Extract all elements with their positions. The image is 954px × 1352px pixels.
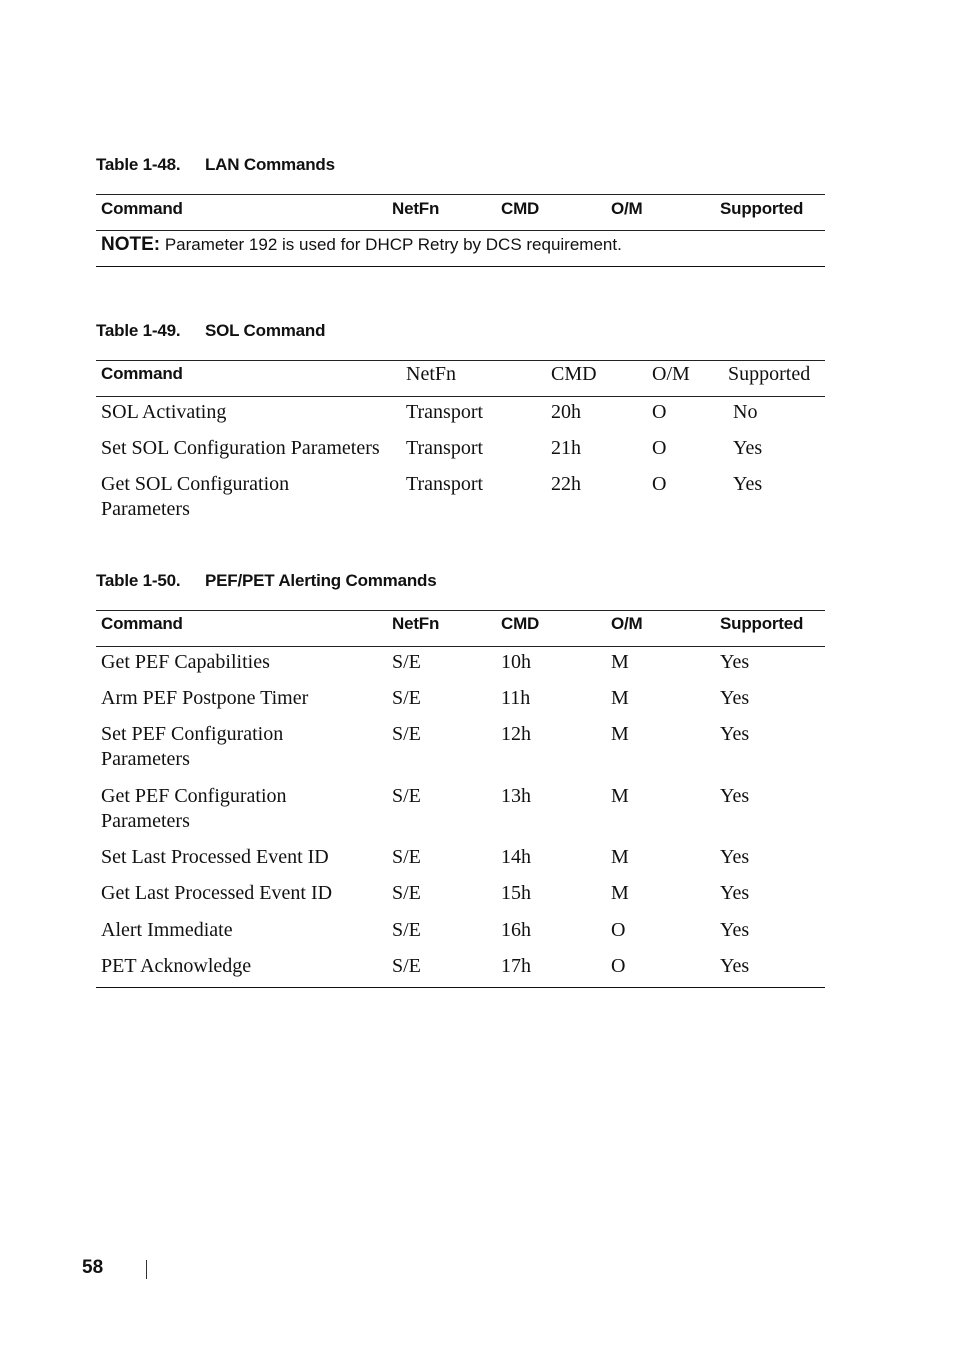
- pef-row-5-command: Set Last Processed Event ID: [101, 846, 329, 868]
- header-supported: Supported: [720, 614, 804, 633]
- pef-row-2-command: Arm PEF Postpone Timer: [101, 687, 309, 709]
- header-supported: Supported: [720, 199, 804, 218]
- table-number: Table 1-50.: [96, 571, 181, 590]
- note-label: NOTE:: [101, 234, 161, 255]
- pef-row-2-om: M: [611, 687, 629, 709]
- pef-row-5-om: M: [611, 846, 629, 868]
- pef-row-4-netfn: S/E: [392, 785, 421, 807]
- sol-row-3-command-cont: Parameters: [101, 498, 190, 520]
- sol-row-1-command: SOL Activating: [101, 401, 227, 423]
- sol-row-3-supported: Yes: [733, 473, 763, 495]
- sol-row-3-command: Get SOL Configuration: [101, 473, 290, 495]
- sol-row-2-om: O: [652, 437, 667, 459]
- header-command: Command: [101, 614, 183, 633]
- header-netfn: NetFn: [392, 614, 440, 633]
- pef-row-3-command: Set PEF Configuration: [101, 723, 284, 745]
- pef-row-7-netfn: S/E: [392, 919, 421, 941]
- pef-row-6-supported: Yes: [720, 882, 750, 904]
- pef-row-8-cmd: 17h: [501, 955, 531, 977]
- pef-row-7-command: Alert Immediate: [101, 919, 233, 941]
- sol-row-3-om: O: [652, 473, 667, 495]
- sol-row-1-netfn: Transport: [406, 401, 484, 423]
- table-number: Table 1-48.: [96, 155, 181, 174]
- table-1-48-caption: [96, 155, 335, 175]
- table-bottom-rule: [96, 987, 825, 988]
- pef-row-4-supported: Yes: [720, 785, 750, 807]
- pef-row-2-supported: Yes: [720, 687, 750, 709]
- pef-row-1-om: M: [611, 651, 629, 673]
- pef-row-4-command: Get PEF Configuration: [101, 785, 287, 807]
- sol-row-1-om: O: [652, 401, 667, 423]
- header-netfn: NetFn: [392, 199, 440, 218]
- header-supported: Supported: [728, 363, 811, 385]
- pef-row-1-netfn: S/E: [392, 651, 421, 673]
- pef-row-4-cmd: 13h: [501, 785, 531, 807]
- header-cmd: CMD: [551, 363, 597, 385]
- header-om: O/M: [611, 614, 643, 633]
- pef-row-8-supported: Yes: [720, 955, 750, 977]
- pef-row-6-netfn: S/E: [392, 882, 421, 904]
- pef-row-7-supported: Yes: [720, 919, 750, 941]
- header-cmd: CMD: [501, 199, 540, 218]
- header-rule: [96, 646, 825, 647]
- header-rule: [96, 396, 825, 397]
- table-1-50-caption: [96, 571, 436, 591]
- sol-row-3-cmd: 22h: [551, 473, 581, 495]
- pef-row-5-netfn: S/E: [392, 846, 421, 868]
- table-title: PEF/PET Alerting Commands: [205, 571, 437, 590]
- table-top-rule: [96, 610, 825, 611]
- pef-row-4-command-cont: Parameters: [101, 810, 190, 832]
- page-number: 58: [82, 1257, 104, 1278]
- pef-row-2-netfn: S/E: [392, 687, 421, 709]
- pef-row-7-cmd: 16h: [501, 919, 531, 941]
- pef-row-3-command-cont: Parameters: [101, 748, 190, 770]
- table-top-rule: [96, 360, 825, 361]
- sol-row-1-cmd: 20h: [551, 401, 581, 423]
- pef-row-1-supported: Yes: [720, 651, 750, 673]
- sol-row-2-command: Set SOL Configuration Parameters: [101, 437, 380, 459]
- header-om: O/M: [652, 363, 690, 385]
- pef-row-3-supported: Yes: [720, 723, 750, 745]
- pef-row-3-cmd: 12h: [501, 723, 531, 745]
- sol-row-2-cmd: 21h: [551, 437, 581, 459]
- table-bottom-rule: [96, 266, 825, 267]
- header-om: O/M: [611, 199, 643, 218]
- header-rule: [96, 230, 825, 231]
- header-netfn: NetFn: [406, 363, 456, 385]
- header-command: Command: [101, 364, 183, 383]
- pef-row-6-cmd: 15h: [501, 882, 531, 904]
- pef-row-7-om: O: [611, 919, 626, 941]
- pef-row-1-cmd: 10h: [501, 651, 531, 673]
- sol-row-2-netfn: Transport: [406, 437, 484, 459]
- table-title: LAN Commands: [205, 155, 335, 174]
- table-top-rule: [96, 194, 825, 195]
- table-number: Table 1-49.: [96, 321, 181, 340]
- pef-row-6-command: Get Last Processed Event ID: [101, 882, 333, 904]
- pef-row-8-netfn: S/E: [392, 955, 421, 977]
- footer-divider: [146, 1260, 147, 1279]
- pef-row-1-command: Get PEF Capabilities: [101, 651, 270, 673]
- pef-row-3-om: M: [611, 723, 629, 745]
- header-command: Command: [101, 199, 183, 218]
- pef-row-3-netfn: S/E: [392, 723, 421, 745]
- sol-row-1-supported: No: [733, 401, 758, 423]
- pef-row-8-command: PET Acknowledge: [101, 955, 252, 977]
- pef-row-5-cmd: 14h: [501, 846, 531, 868]
- pef-row-8-om: O: [611, 955, 626, 977]
- table-note: [101, 234, 622, 256]
- pef-row-2-cmd: 11h: [501, 687, 531, 709]
- pef-row-6-om: M: [611, 882, 629, 904]
- pef-row-5-supported: Yes: [720, 846, 750, 868]
- table-title: SOL Command: [205, 321, 326, 340]
- header-cmd: CMD: [501, 614, 540, 633]
- table-1-49-caption: [96, 321, 325, 341]
- sol-row-3-netfn: Transport: [406, 473, 484, 495]
- pef-row-4-om: M: [611, 785, 629, 807]
- note-text: Parameter 192 is used for DHCP Retry by DCS requirement.: [164, 235, 622, 254]
- sol-row-2-supported: Yes: [733, 437, 763, 459]
